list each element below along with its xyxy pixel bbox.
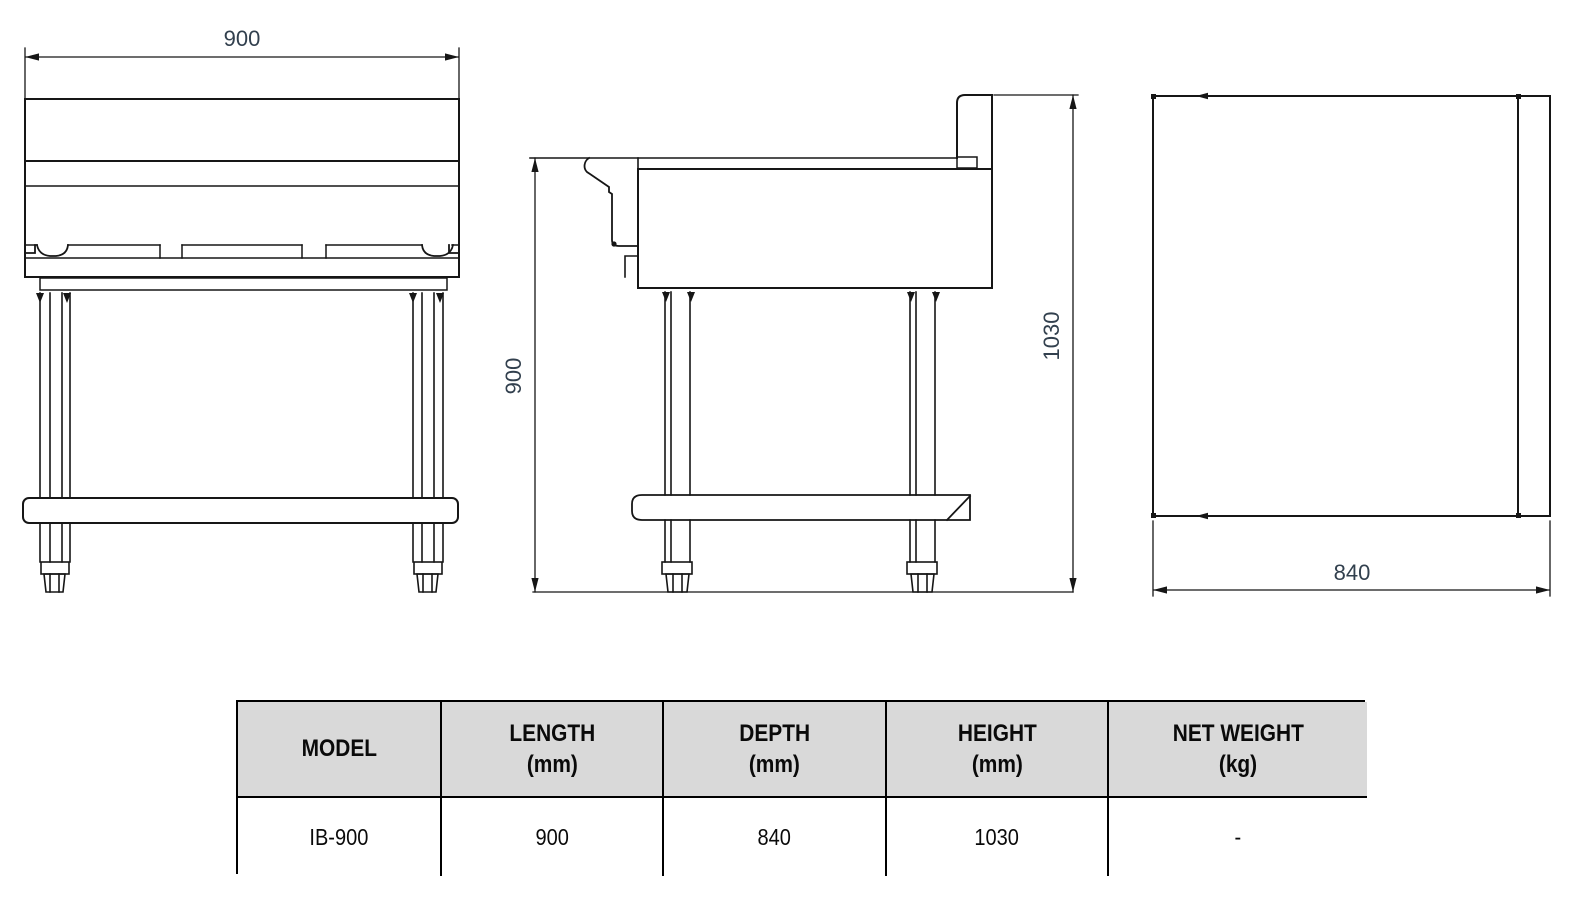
col-header-title: DEPTH (739, 719, 810, 747)
side-height-dimension (531, 158, 538, 592)
side-splashback (957, 95, 992, 169)
top-view (1151, 93, 1550, 596)
side-height-label: 900 (501, 357, 526, 395)
cell-net-weight: - (1107, 798, 1367, 876)
cell-model: IB-900 (238, 798, 440, 876)
front-lower-rail (40, 278, 447, 290)
col-header-depth (662, 702, 885, 798)
side-feet (662, 562, 937, 592)
top-view-edge-ticks (1151, 93, 1521, 519)
col-header-unit: (kg) (1218, 751, 1258, 778)
side-overall-height-label: 1030 (1039, 311, 1064, 361)
col-header-unit: (mm) (971, 751, 1023, 778)
col-header-title: LENGTH (509, 719, 595, 747)
cell-length: 900 (440, 798, 662, 876)
front-view (23, 48, 459, 592)
side-bottom-shelf (632, 495, 970, 520)
side-front-lip (585, 158, 638, 246)
col-header-unit: (mm) (526, 751, 578, 778)
side-body (638, 169, 992, 288)
col-header-title: MODEL (301, 735, 377, 763)
front-width-dimension (25, 48, 459, 99)
front-feet (41, 562, 442, 592)
front-splashback (25, 99, 459, 161)
front-leg-weld-marks (36, 293, 444, 303)
col-header-net-weight (1107, 702, 1367, 798)
side-leg-weld-marks (662, 292, 940, 302)
spec-table (236, 700, 1365, 874)
side-overall-height-dimension (994, 95, 1078, 592)
front-legs (40, 293, 443, 562)
col-header-height (885, 702, 1107, 798)
col-header-title: NET WEIGHT (1172, 719, 1304, 747)
top-view-outline (1153, 96, 1550, 516)
side-view (530, 95, 1078, 592)
col-header-title: HEIGHT (957, 719, 1037, 747)
cell-depth: 840 (662, 798, 885, 876)
side-legs (665, 292, 935, 562)
cell-height: 1030 (885, 798, 1107, 876)
front-width-label: 900 (223, 26, 261, 51)
col-header-unit: (mm) (748, 751, 801, 778)
front-underframe-brackets (25, 245, 459, 258)
col-header-model (238, 702, 440, 798)
col-header-length (440, 702, 662, 798)
front-cross-rail (23, 498, 458, 523)
top-depth-label: 840 (1333, 560, 1371, 585)
